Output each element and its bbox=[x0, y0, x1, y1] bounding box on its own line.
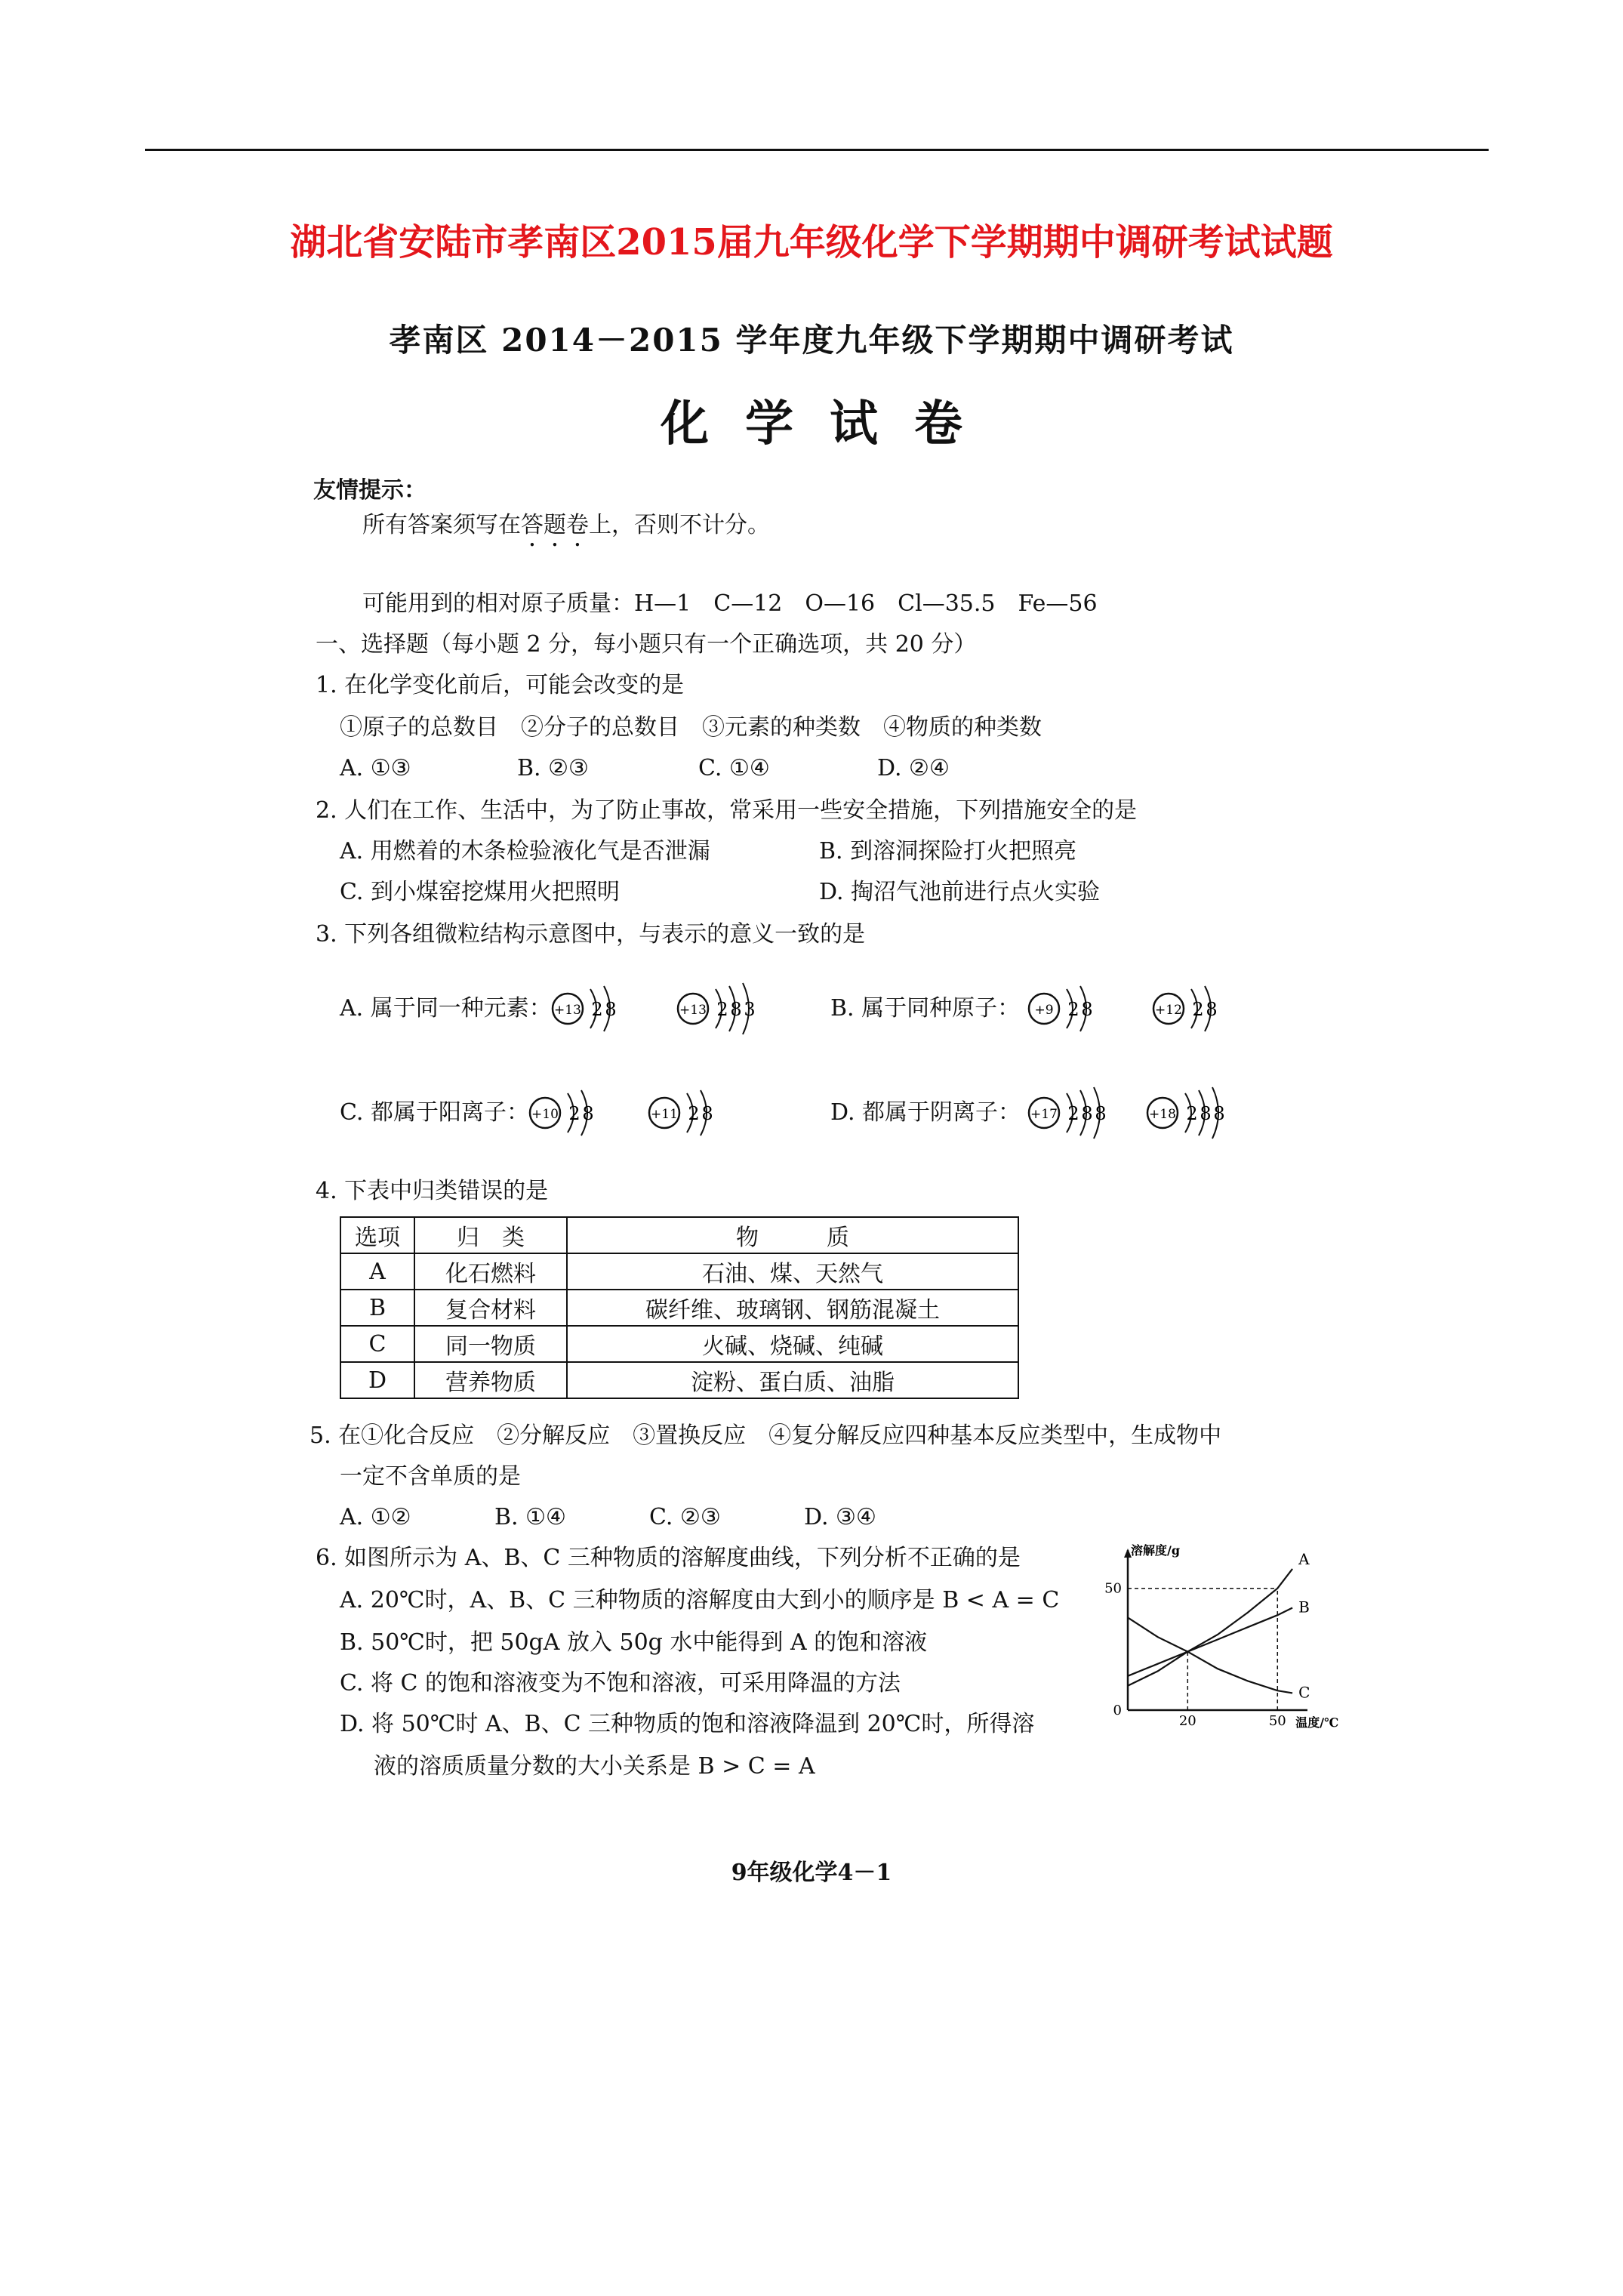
q2-option-c: C. 到小煤窑挖煤用火把照明 bbox=[340, 879, 620, 905]
q1-option-b: B. ②③ bbox=[517, 755, 589, 781]
q5-stem: 5. 在①化合反应 ②分解反应 ③置换反应 ④复分解反应四种基本反应类型中，生成物中 bbox=[310, 1422, 1222, 1449]
x-axis-label: 温度/℃ bbox=[1295, 1715, 1339, 1729]
q2-stem: 2. 人们在工作、生活中，为了防止事故，常采用一些安全措施，下列措施安全的是 bbox=[316, 797, 1138, 824]
atom-diagram-b1 bbox=[1029, 986, 1093, 1031]
q5-option-c: C. ②③ bbox=[649, 1504, 721, 1530]
electron-count: 8 bbox=[1081, 1103, 1093, 1124]
q3-b-label: B. 属于同种原子： bbox=[830, 995, 1021, 1022]
section-1-heading: 一、选择题（每小题 2 分，每小题只有一个正确选项，共 20 分） bbox=[316, 631, 977, 658]
q5-option-a: A. ①② bbox=[340, 1504, 411, 1530]
table-cell: 化石燃料 bbox=[414, 1253, 567, 1290]
q6-option-b: B. 50℃时，把 50gA 放入 50g 水中能得到 A 的饱和溶液 bbox=[340, 1629, 928, 1656]
solubility-chart bbox=[1095, 1540, 1344, 1729]
q3-a-label: A. 属于同一种元素： bbox=[340, 995, 552, 1022]
tips-emphasis: 答题卷 bbox=[521, 512, 589, 538]
electron-count: 2 bbox=[591, 999, 603, 1020]
electron-count: 8 bbox=[1200, 1103, 1212, 1124]
table-row bbox=[340, 1253, 1018, 1290]
electron-count: 2 bbox=[568, 1103, 581, 1124]
electron-count: 8 bbox=[1095, 1103, 1107, 1124]
q5-stem-continued: 一定不含单质的是 bbox=[340, 1463, 521, 1490]
nucleus-charge: +17 bbox=[1030, 1107, 1058, 1122]
q1-option-d: D. ②④ bbox=[877, 755, 950, 781]
table-cell: 火碱、烧碱、纯碱 bbox=[567, 1326, 1018, 1362]
electron-count: 2 bbox=[1186, 1103, 1198, 1124]
table-cell: B bbox=[340, 1290, 414, 1326]
q3-stem: 3. 下列各组微粒结构示意图中，与表示的意义一致的是 bbox=[316, 921, 866, 948]
q6-stem: 6. 如图所示为 A、B、C 三种物质的溶解度曲线，下列分析不正确的是 bbox=[316, 1545, 1021, 1571]
electron-count: 3 bbox=[744, 999, 756, 1020]
atom-diagram-d1 bbox=[1029, 1087, 1107, 1139]
q6-option-d-continued: 液的溶质质量分数的大小关系是 B > C = A bbox=[374, 1753, 815, 1780]
atom-diagram-d2 bbox=[1147, 1087, 1225, 1139]
table-cell: 碳纤维、玻璃钢、钢筋混凝土 bbox=[567, 1290, 1018, 1326]
series-label-B: B bbox=[1298, 1598, 1310, 1616]
q2-option-a: A. 用燃着的木条检验液化气是否泄漏 bbox=[340, 838, 710, 864]
electron-count: 2 bbox=[688, 1103, 700, 1124]
table-cell: 营养物质 bbox=[414, 1362, 567, 1398]
q6-option-c: C. 将 C 的饱和溶液变为不饱和溶液，可采用降温的方法 bbox=[340, 1670, 901, 1697]
table-header: 选项 bbox=[340, 1217, 414, 1253]
table-cell: 复合材料 bbox=[414, 1290, 567, 1326]
atomic-mass-line: 可能用到的相对原子质量：H—1 C—12 O—16 Cl—35.5 Fe—56 bbox=[362, 590, 1098, 617]
tips-label: 友情提示： bbox=[313, 477, 427, 504]
electron-count: 8 bbox=[605, 999, 617, 1020]
nucleus-charge: +10 bbox=[531, 1107, 559, 1122]
electron-count: 8 bbox=[1213, 1103, 1225, 1124]
nucleus-charge: +9 bbox=[1034, 1003, 1054, 1018]
exam-title: 孝南区 2014－2015 学年度九年级下学期期中调研考试 bbox=[389, 322, 1234, 359]
atom-diagram-b2 bbox=[1153, 986, 1218, 1031]
series-line-B bbox=[1128, 1608, 1292, 1676]
q6-option-a: A. 20℃时，A、B、C 三种物质的溶解度由大到小的顺序是 B < A = C bbox=[340, 1587, 1060, 1613]
table-cell: A bbox=[340, 1253, 414, 1290]
table-cell: C bbox=[340, 1326, 414, 1362]
electron-count: 2 bbox=[716, 999, 728, 1020]
q6-option-d: D. 将 50℃时 A、B、C 三种物质的饱和溶液降温到 20℃时，所得溶 bbox=[340, 1711, 1035, 1737]
table-cell: D bbox=[340, 1362, 414, 1398]
nucleus-charge: +11 bbox=[651, 1107, 678, 1122]
q1-option-a: A. ①③ bbox=[340, 755, 411, 781]
q3-c-label: C. 都属于阳离子： bbox=[340, 1099, 529, 1126]
series-label-C: C bbox=[1298, 1683, 1310, 1702]
table-row bbox=[340, 1326, 1018, 1362]
table-row bbox=[340, 1362, 1018, 1398]
q4-stem: 4. 下表中归类错误的是 bbox=[316, 1178, 549, 1204]
atom-diagram-c1 bbox=[530, 1090, 594, 1136]
q2-option-d: D. 掏沼气池前进行点火实验 bbox=[819, 879, 1101, 905]
table-header-row bbox=[340, 1217, 1018, 1253]
table-header: 归 类 bbox=[414, 1217, 567, 1253]
electron-count: 8 bbox=[1206, 999, 1218, 1020]
table-row bbox=[340, 1290, 1018, 1326]
table-cell: 同一物质 bbox=[414, 1326, 567, 1362]
series-label-A: A bbox=[1298, 1549, 1310, 1568]
q1-option-c: C. ①④ bbox=[698, 755, 770, 781]
electron-count: 2 bbox=[1067, 999, 1079, 1020]
table-header: 物 质 bbox=[567, 1217, 1018, 1253]
q2-option-b: B. 到溶洞探险打火把照亮 bbox=[819, 838, 1077, 864]
y-tick-label: 50 bbox=[1104, 1580, 1122, 1597]
q1-items: ①原子的总数目 ②分子的总数目 ③元素的种类数 ④物质的种类数 bbox=[340, 714, 1042, 741]
atom-diagram-a2 bbox=[678, 983, 756, 1034]
q5-option-d: D. ③④ bbox=[804, 1504, 876, 1530]
y-axis-label: 溶解度/g bbox=[1131, 1543, 1181, 1558]
atom-diagram-c2 bbox=[649, 1090, 713, 1136]
electron-count: 2 bbox=[1192, 999, 1204, 1020]
series-line-A bbox=[1128, 1569, 1292, 1686]
electron-count: 8 bbox=[701, 1103, 713, 1124]
nucleus-charge: +12 bbox=[1155, 1003, 1182, 1018]
electron-count: 2 bbox=[1067, 1103, 1079, 1124]
page-footer: 9年级化学4－1 bbox=[731, 1860, 892, 1886]
table-cell: 石油、煤、天然气 bbox=[567, 1253, 1018, 1290]
electron-count: 8 bbox=[582, 1103, 594, 1124]
nucleus-charge: +13 bbox=[679, 1003, 707, 1018]
x-tick-label: 20 bbox=[1178, 1713, 1196, 1729]
nucleus-charge: +13 bbox=[554, 1003, 581, 1018]
tips-text: 所有答案须写在答题卷上，否则不计分。 bbox=[362, 512, 770, 538]
atom-diagram-a1 bbox=[553, 986, 617, 1031]
paper-title: 化学试卷 bbox=[661, 396, 999, 452]
document-title: 湖北省安陆市孝南区2015届九年级化学下学期期中调研考试试题 bbox=[290, 221, 1333, 264]
x-tick-label: 50 bbox=[1268, 1713, 1286, 1729]
electron-count: 8 bbox=[1081, 999, 1093, 1020]
q4-table bbox=[340, 1216, 1019, 1399]
series-line-C bbox=[1128, 1617, 1292, 1693]
origin-label: 0 bbox=[1113, 1703, 1122, 1718]
electron-count: 8 bbox=[730, 999, 742, 1020]
nucleus-charge: +18 bbox=[1149, 1107, 1176, 1122]
q5-option-b: B. ①④ bbox=[494, 1504, 566, 1530]
table-cell: 淀粉、蛋白质、油脂 bbox=[567, 1362, 1018, 1398]
q3-d-label: D. 都属于阴离子： bbox=[830, 1099, 1021, 1126]
q1-stem: 1. 在化学变化前后，可能会改变的是 bbox=[316, 672, 685, 698]
